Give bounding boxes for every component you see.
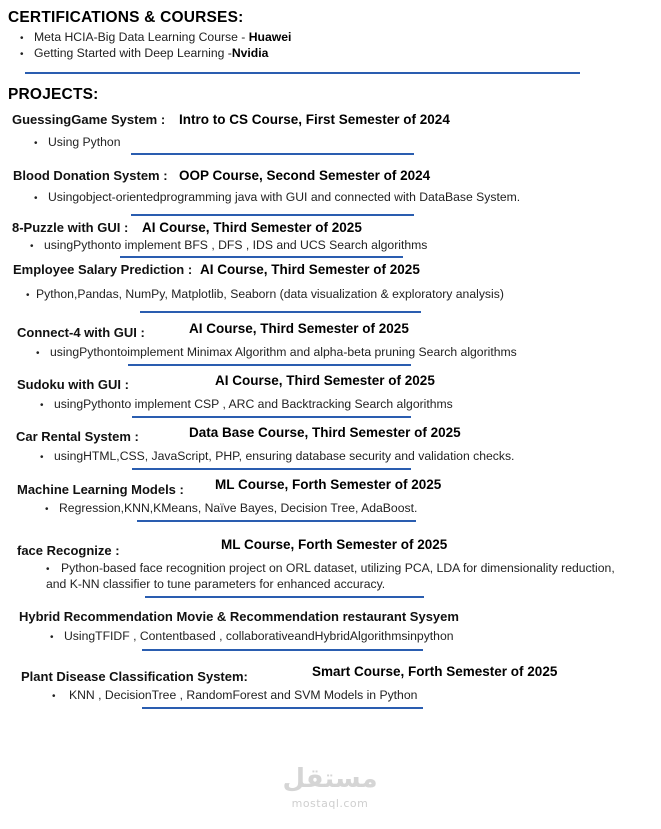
project-divider [145,596,424,598]
bullet-icon: • [36,348,40,359]
certification-item: • Getting Started with Deep Learning -Nvidia [20,46,269,60]
project-title: 8-Puzzle with GUI : [12,220,129,235]
project-course: AI Course, Third Semester of 2025 [142,220,362,235]
project-detail: • usingHTML,CSS, JavaScript, PHP, ensuring database security and validation checks. [40,449,515,463]
bullet-icon: • [20,33,24,44]
project-title: Machine Learning Models : [17,482,184,497]
project-detail: • Python-based face recognition project on ORL dataset, utilizing PCA, LDA for dimensionality reduction, and K-NN classifier to tune parameters for enhanced accuracy. [46,561,615,591]
project-course: ML Course, Forth Semester of 2025 [215,477,442,492]
project-detail: • Using Python [34,135,121,149]
project-title: face Recognize : [17,543,120,558]
project-divider [132,416,411,418]
bullet-icon: • [50,632,54,643]
project-detail: • Regression,KNN,KMeans, Naïve Bayes, Decision Tree, AdaBoost. [45,501,418,515]
bullet-icon: • [52,691,56,702]
project-detail: • KNN , DecisionTree , RandomForest and SVM Models in Python [52,688,418,702]
bullet-icon: • [34,138,38,149]
project-divider [142,707,423,709]
project-divider [128,364,411,366]
projects-heading: PROJECTS: [8,86,99,103]
project-divider [120,256,403,258]
project-course: Data Base Course, Third Semester of 2025 [189,425,461,440]
project-divider [137,520,416,522]
project-divider [132,468,411,470]
project-course: AI Course, Third Semester of 2025 [200,262,420,277]
bullet-icon: • [40,452,44,463]
watermark-logo: مستقل [282,764,378,794]
project-title: Connect-4 with GUI : [17,325,145,340]
certification-item: • Meta HCIA-Big Data Learning Course - Huawei [20,30,292,44]
project-detail: • Usingobject-orientedprogramming java with GUI and connected with DataBase System. [34,190,521,204]
project-course: Smart Course, Forth Semester of 2025 [312,664,558,679]
bullet-icon: • [20,49,24,60]
project-title: Blood Donation System : [13,168,168,183]
bullet-icon: • [40,400,44,411]
project-divider [142,649,423,651]
project-course: OOP Course, Second Semester of 2024 [179,168,431,183]
project-detail: • usingPythonto implement CSP , ARC and Backtracking Search algorithms [40,397,453,411]
project-title: Car Rental System : [16,429,139,444]
section-divider [25,72,580,74]
project-course: AI Course, Third Semester of 2025 [189,321,409,336]
project-divider [131,153,414,155]
project-detail: • usingPythonto implement BFS , DFS , IDS and UCS Search algorithms [30,238,428,252]
bullet-icon: • [34,193,38,204]
project-course: ML Course, Forth Semester of 2025 [221,537,448,552]
project-title: GuessingGame System : [12,112,166,127]
project-title: Employee Salary Prediction : [13,262,193,277]
certifications-heading: CERTIFICATIONS & COURSES: [8,9,244,26]
project-title: Hybrid Recommendation Movie & Recommendation restaurant Sysyem [19,609,459,624]
bullet-icon: • [45,504,49,515]
project-divider [131,214,414,216]
project-course: AI Course, Third Semester of 2025 [215,373,435,388]
project-detail: • Python,Pandas, NumPy, Matplotlib, Seaborn (data visualization & exploratory analysis) [26,287,504,301]
project-title: Plant Disease Classification System: [21,669,248,684]
bullet-icon: • [26,290,30,301]
bullet-icon: • [30,241,34,252]
project-divider [140,311,421,313]
project-detail: • usingPythontoimplement Minimax Algorithm and alpha-beta pruning Search algorithms [36,345,517,359]
watermark-url: mostaql.com [291,797,369,810]
project-course: Intro to CS Course, First Semester of 2024 [179,112,450,127]
bullet-icon: • [46,564,50,575]
project-detail: • UsingTFIDF , Contentbased , collaborativeandHybridAlgorithmsinpython [50,629,454,643]
project-title: Sudoku with GUI : [17,377,129,392]
